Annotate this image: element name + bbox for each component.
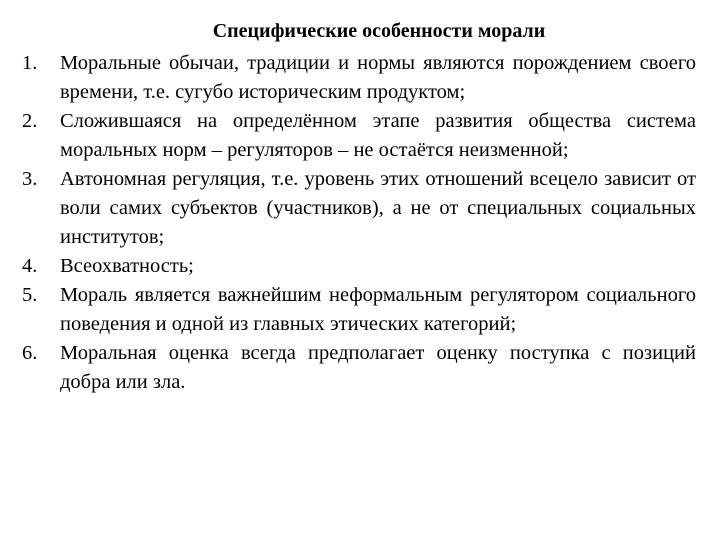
list-item <box>22 165 696 252</box>
item-number: 6. <box>22 342 38 364</box>
item-text: Моральные обычаи, традиции и нормы являются порождением своего времени, т.е. сугубо историческим продуктом; <box>60 52 696 103</box>
list-item <box>22 252 696 281</box>
item-number: 1. <box>22 52 38 74</box>
list-item <box>22 49 696 107</box>
item-number: 2. <box>22 110 38 132</box>
list-item <box>22 281 696 339</box>
item-text: Автономная регуляция, т.е. уровень этих отношений всецело зависит от воли самих субъектов (участников), а не от специальных социальных институтов; <box>60 168 696 248</box>
list-item <box>22 107 696 165</box>
item-text: Моральная оценка всегда предполагает оценку поступка с позиций добра или зла. <box>60 342 696 393</box>
features-list <box>22 49 696 397</box>
item-text: Всеохватность; <box>60 255 194 277</box>
item-text: Мораль является важнейшим неформальным регулятором социального поведения и одной из главных этических категорий; <box>60 284 696 335</box>
item-number: 3. <box>22 168 38 190</box>
item-number: 5. <box>22 284 38 306</box>
list-item <box>22 339 696 397</box>
item-text: Сложившаяся на определённом этапе развития общества система моральных норм – регуляторов – не остаётся неизменной; <box>60 110 696 161</box>
item-number: 4. <box>22 255 38 277</box>
slide-title: Специфические особенности морали <box>212 20 546 42</box>
